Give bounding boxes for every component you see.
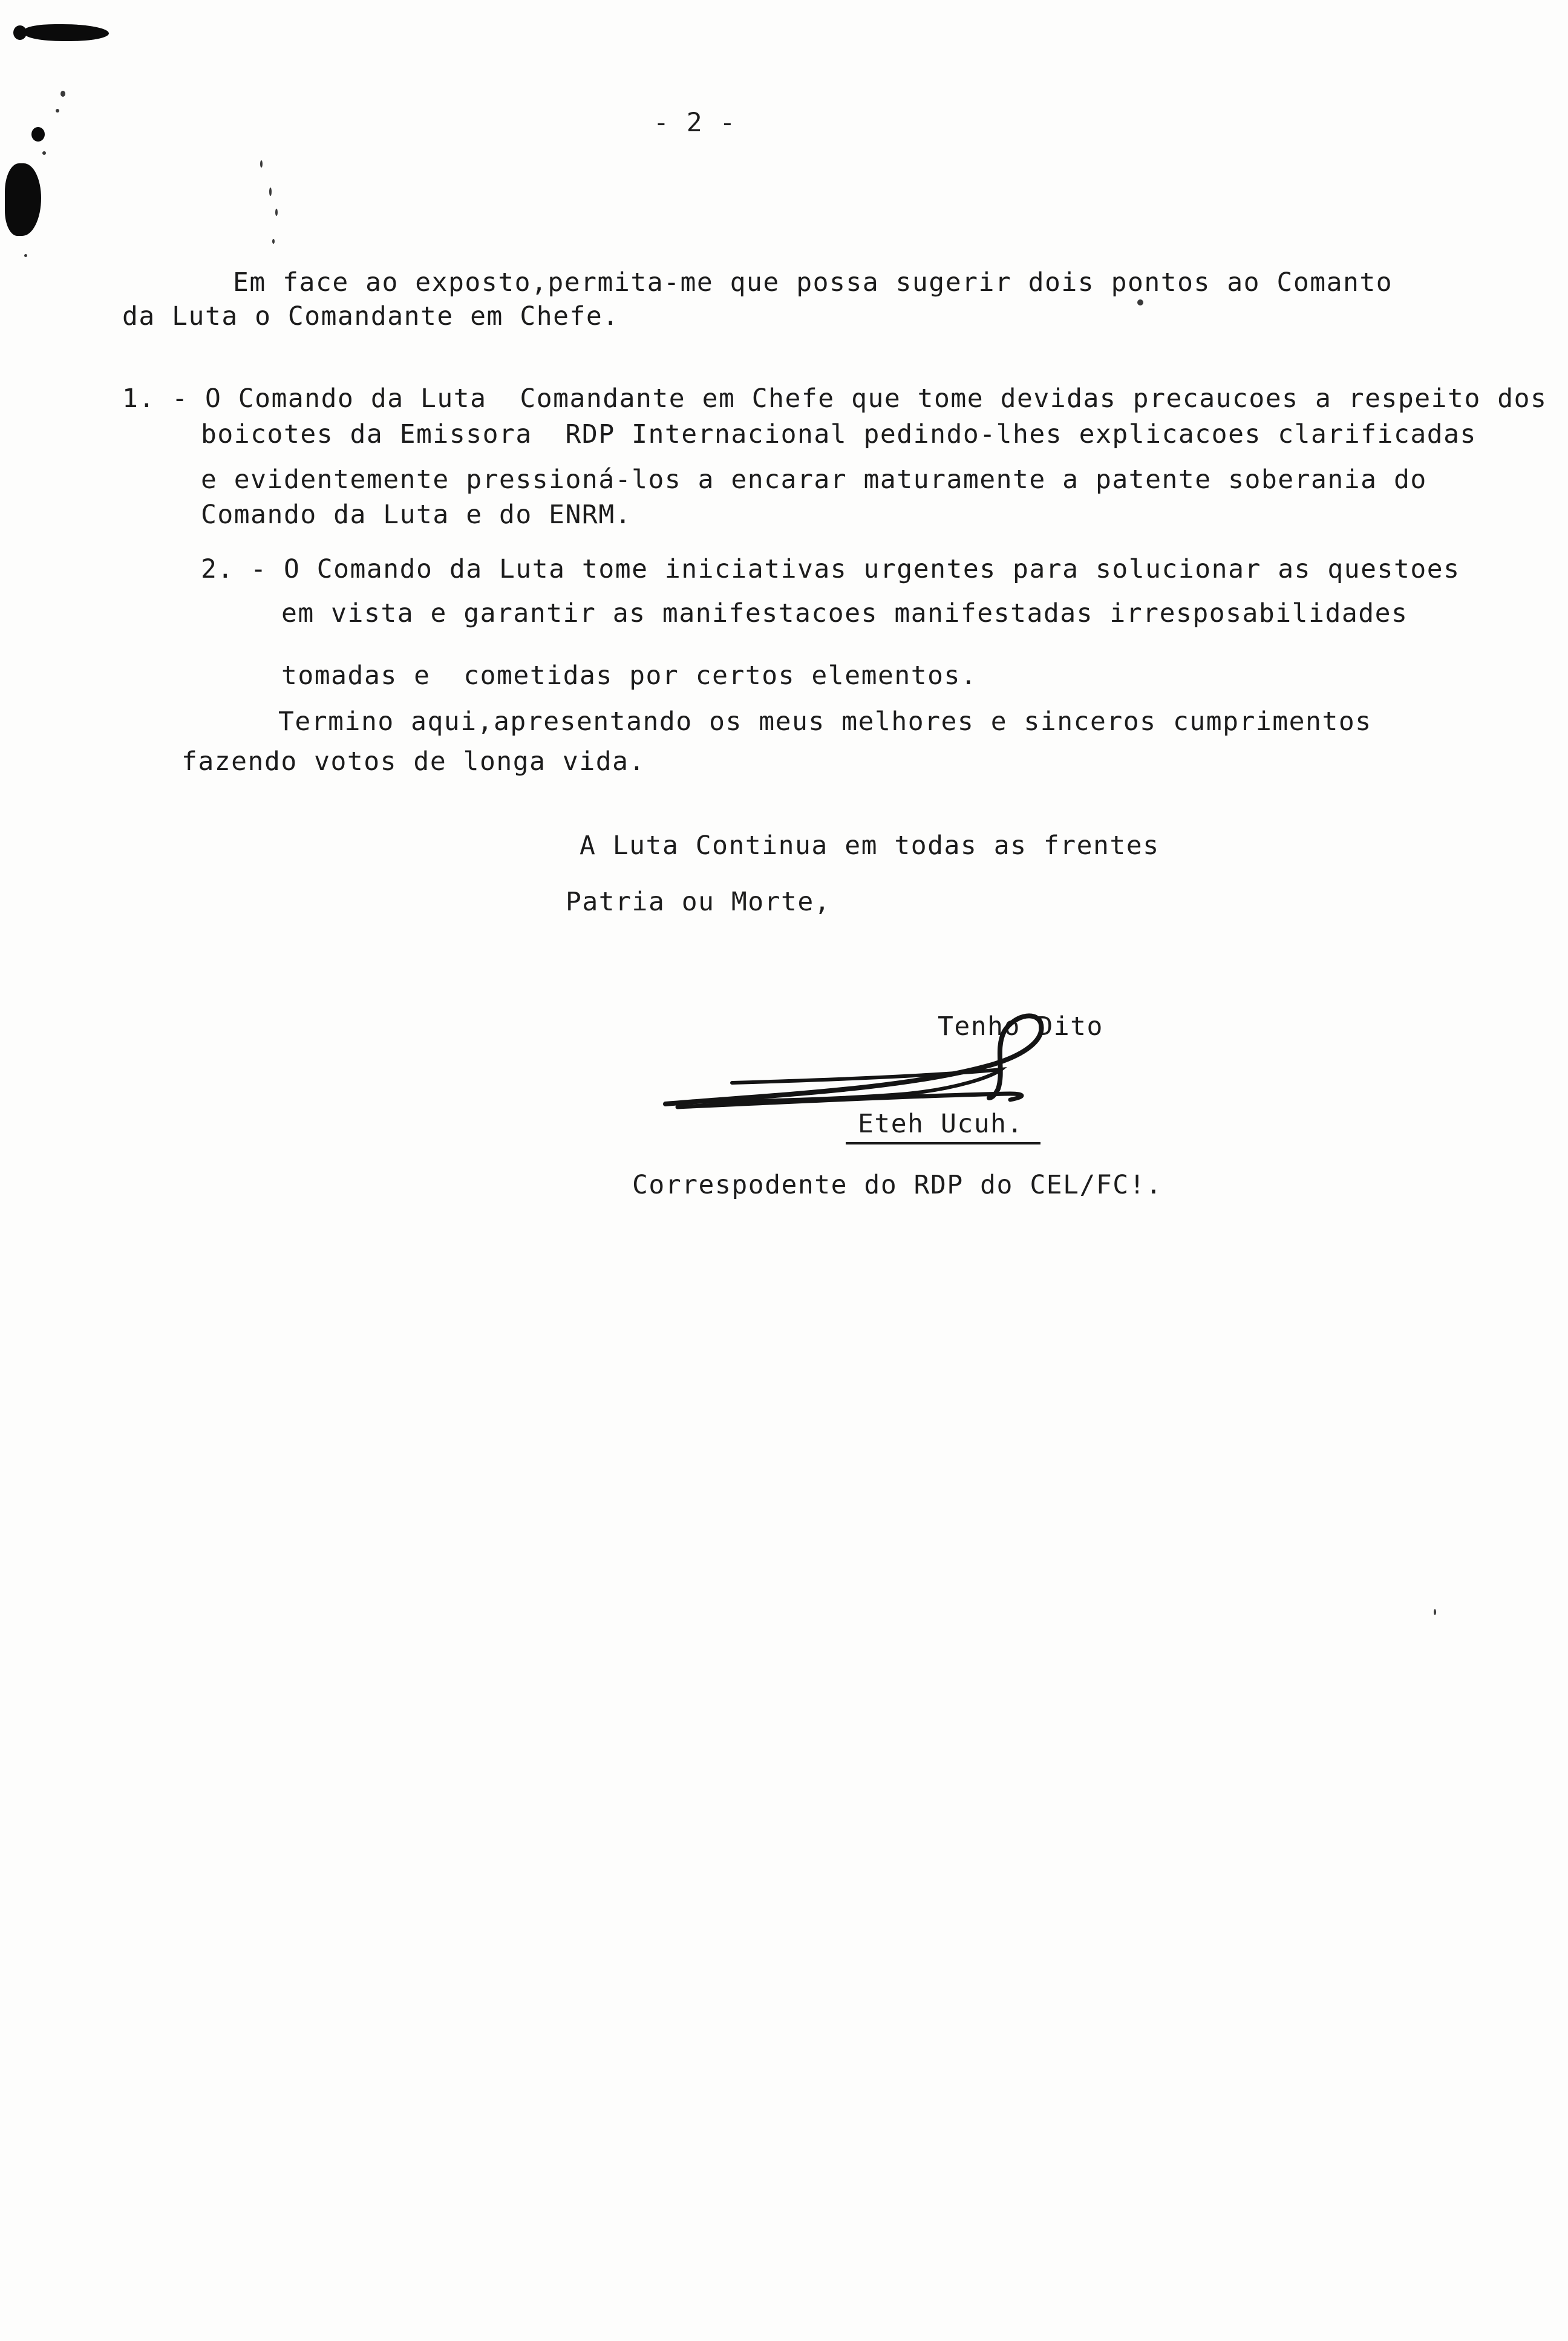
ink-speck [1434,1609,1436,1615]
point-1-line-2: boicotes da Emissora RDP Internacional pedindo-lhes explicacoes clarificadas [201,419,1477,449]
signer-name: Eteh Ucuh. [858,1109,1024,1139]
signer-title: Correspodente do RDP do CEL/FC!. [632,1170,1163,1200]
tenho-dito: Tenho Dito [938,1011,1103,1042]
closing-line-1: Termino aqui,apresentando os meus melhores e sinceros cumprimentos [278,707,1372,737]
ink-speck [269,188,272,196]
point-1-line-3: e evidentemente pressioná-los a encarar maturamente a patente soberania do [201,465,1427,495]
point-1-line-4: Comando da Luta e do ENRM. [201,500,632,530]
ink-blot-middle [31,127,45,142]
handwritten-signature [653,998,1077,1119]
ink-speck [1137,299,1143,305]
intro-line-1: Em face ao exposto,permita-me que possa sugerir dois pontos ao Comanto [233,267,1393,298]
point-2-line-2: em vista e garantir as manifestacoes manifestadas irresposabilidades [281,598,1408,629]
ink-blot-large [5,163,41,236]
signer-name-underline [846,1142,1040,1144]
ink-speck [60,91,65,97]
ink-blot-top-dot [13,25,27,40]
point-1-line-1: 1. - O Comando da Luta Comandante em Chefe que tome devidas precaucoes a respeito dos [122,384,1547,414]
slogan-line-1: A Luta Continua em todas as frentes [580,831,1160,861]
page-number: - 2 - [653,108,736,138]
closing-line-2: fazendo votos de longa vida. [181,746,645,777]
point-2-line-3: tomadas e cometidas por certos elementos. [281,661,978,691]
ink-speck [42,151,46,155]
ink-speck [56,109,59,113]
slogan-line-2: Patria ou Morte, [566,887,831,917]
ink-speck [24,254,27,257]
ink-speck [272,239,275,244]
ink-speck [260,160,263,168]
ink-speck [275,209,278,216]
intro-line-2: da Luta o Comandante em Chefe. [122,301,619,331]
point-2-line-1: 2. - O Comando da Luta tome iniciativas urgentes para solucionar as questoes [201,554,1460,584]
ink-blot-top [24,24,109,41]
